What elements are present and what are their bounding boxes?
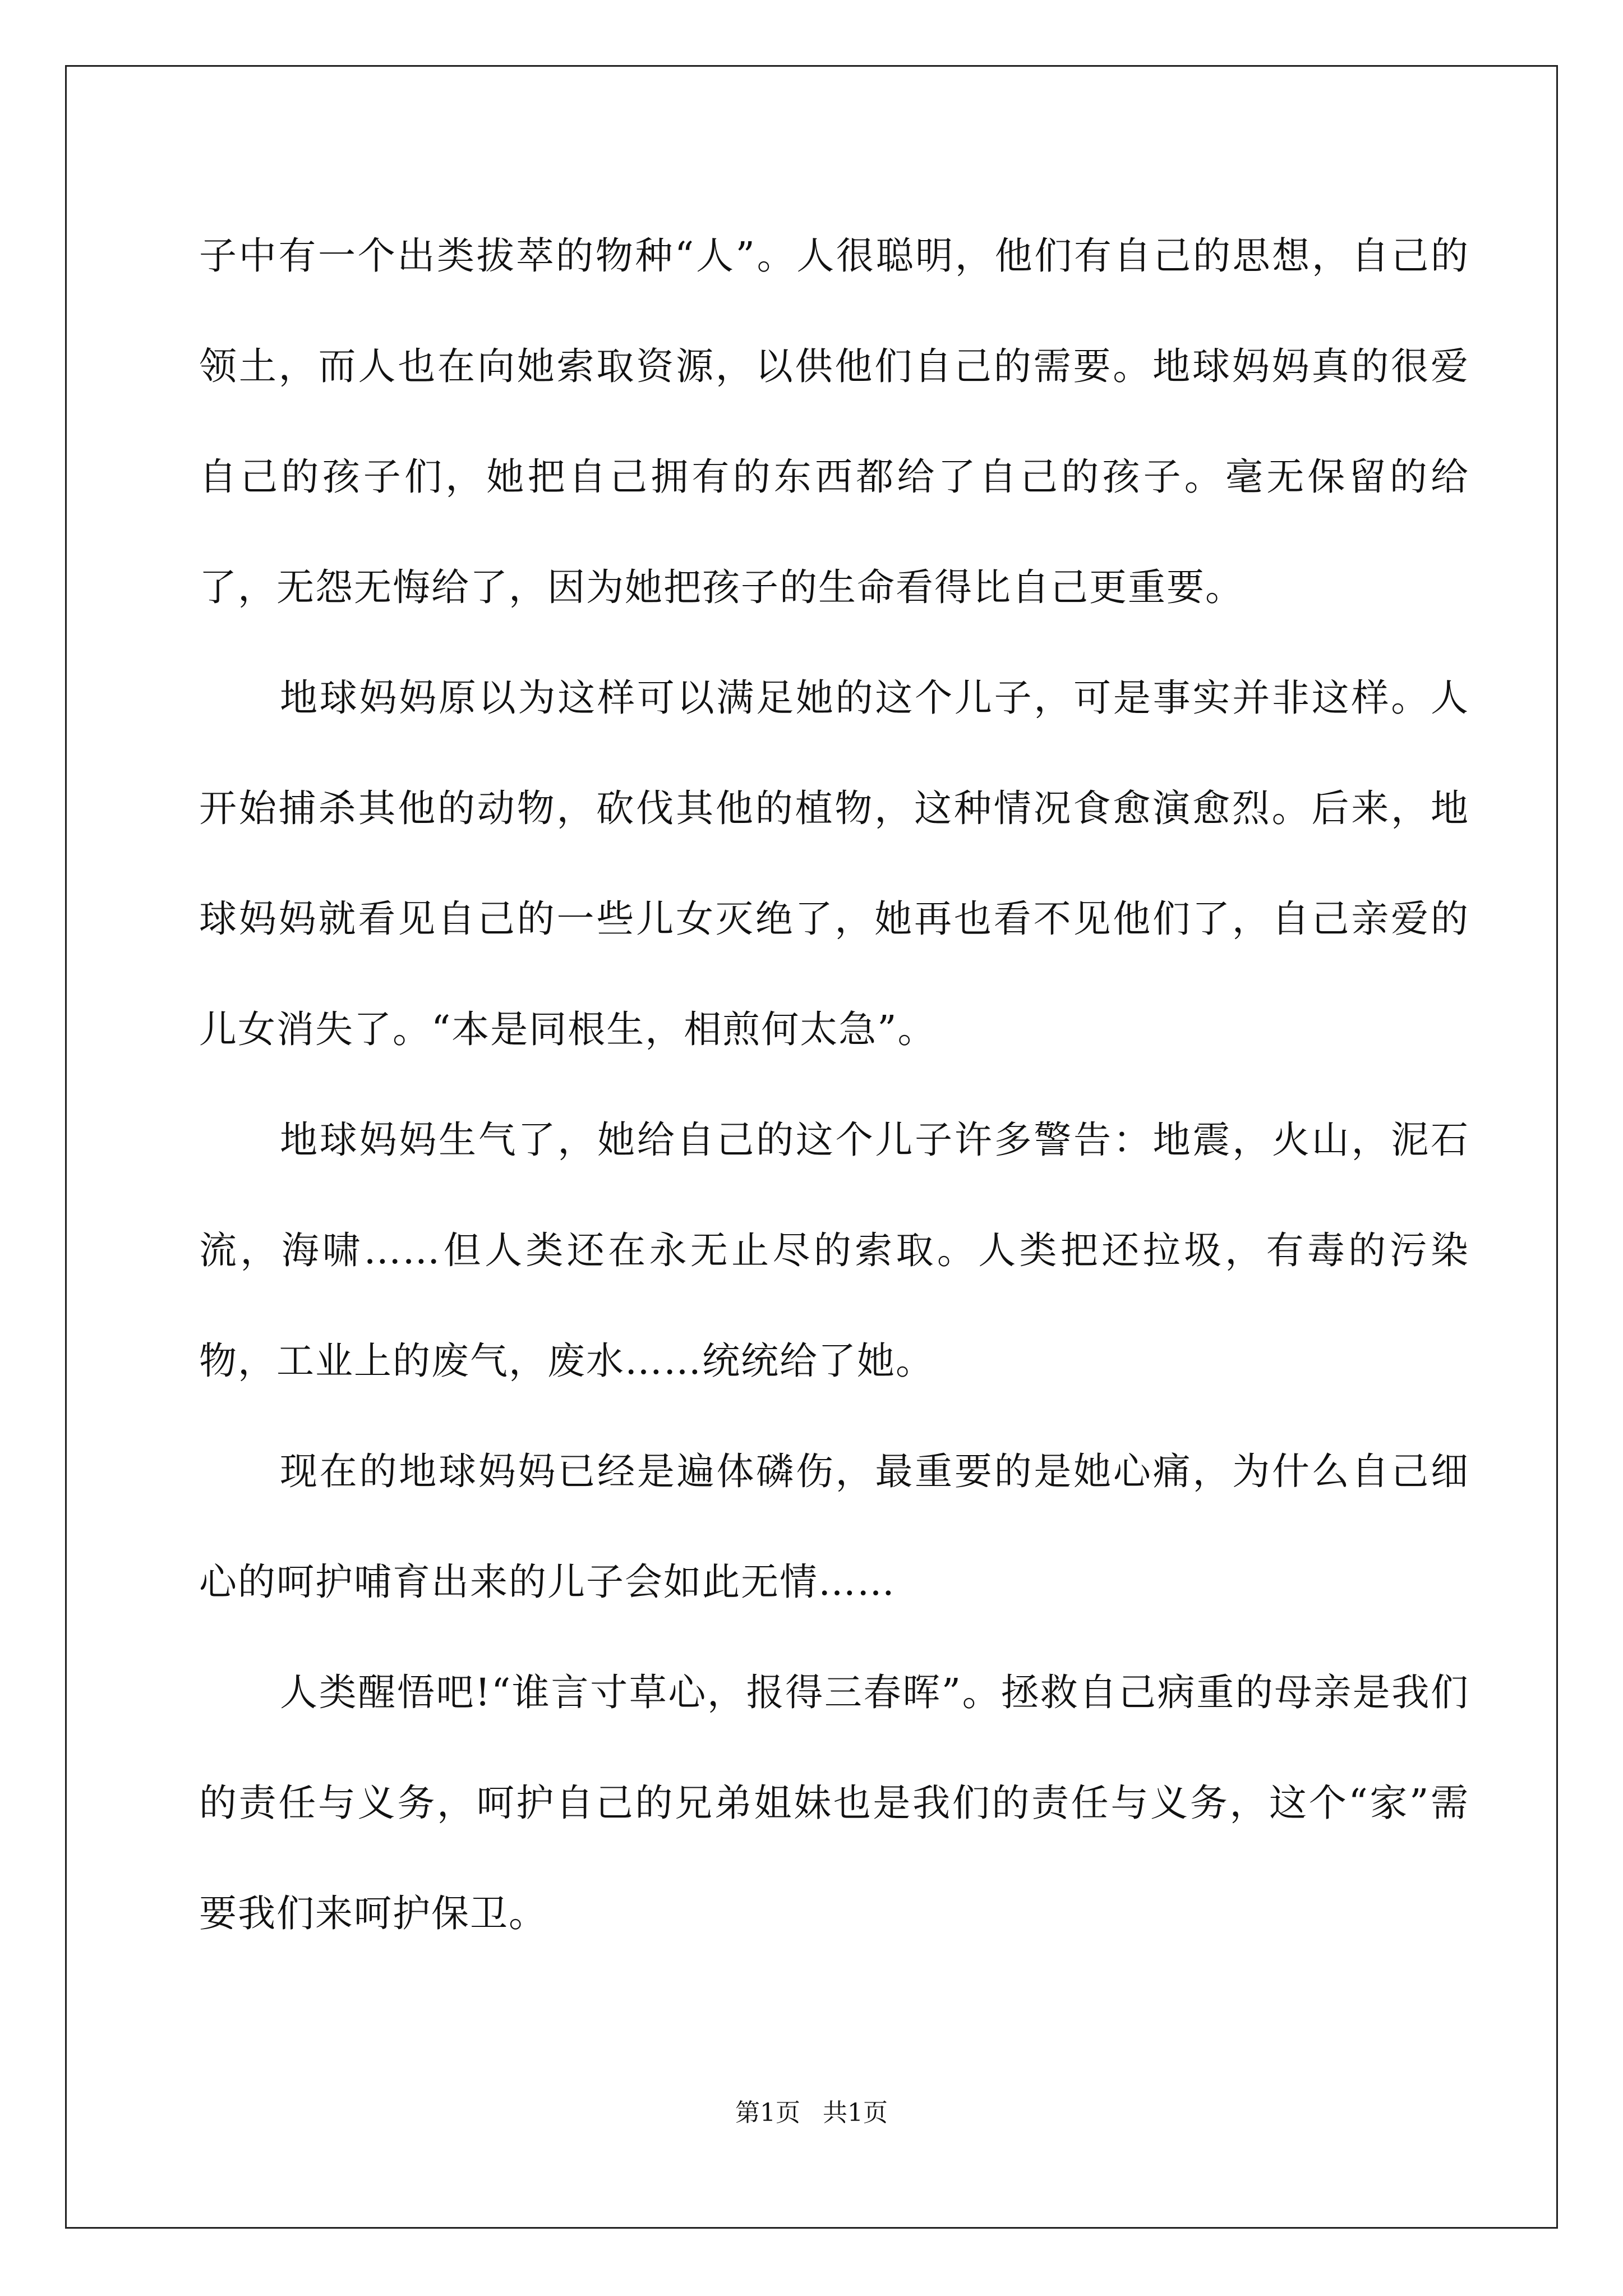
paragraph-1: 子中有一个出类拔萃的物种“人”。人很聪明，他们有自己的思想，自己的领土，而人也在向她索取资源，以供他们自己的需要。地球妈妈真的很爱自己的孩子们，她把自己拥有的东西都给了自己的孩子。毫无保留的给了，无怨无悔给了，因为她把孩子的生命看得比自己更重要。 — [199, 234, 1469, 609]
document-body — [199, 201, 1469, 1969]
paragraph-5: 人类醒悟吧!“谁言寸草心，报得三春晖”。拯救自己病重的母亲是我们的责任与义务，呵护自己的兄弟姐妹也是我们的责任与义务，这个“家”需要我们来呵护保卫。 — [199, 1671, 1469, 1935]
paragraph-4: 现在的地球妈妈已经是遍体磷伤，最重要的是她心痛，为什么自己细心的呵护哺育出来的儿子会如此无情…… — [199, 1450, 1469, 1604]
page-footer — [0, 2092, 1623, 2128]
paragraph-3: 地球妈妈生气了，她给自己的这个儿子许多警告：地震，火山，泥石流，海啸……但人类还在永无止尽的索取。人类把还拉圾，有毒的污染物，工业上的废气，废水……统统给了她。 — [199, 1118, 1469, 1383]
page-number: 第1页 — [735, 2099, 800, 2127]
page-total: 共1页 — [823, 2099, 888, 2127]
paragraph-2: 地球妈妈原以为这样可以满足她的这个儿子，可是事实并非这样。人开始捕杀其他的动物，砍伐其他的植物，这种情况食愈演愈烈。后来，地球妈妈就看见自己的一些儿女灭绝了，她再也看不见他们了，自己亲爱的儿女消失了。“本是同根生，相煎何太急”。 — [199, 676, 1469, 1051]
